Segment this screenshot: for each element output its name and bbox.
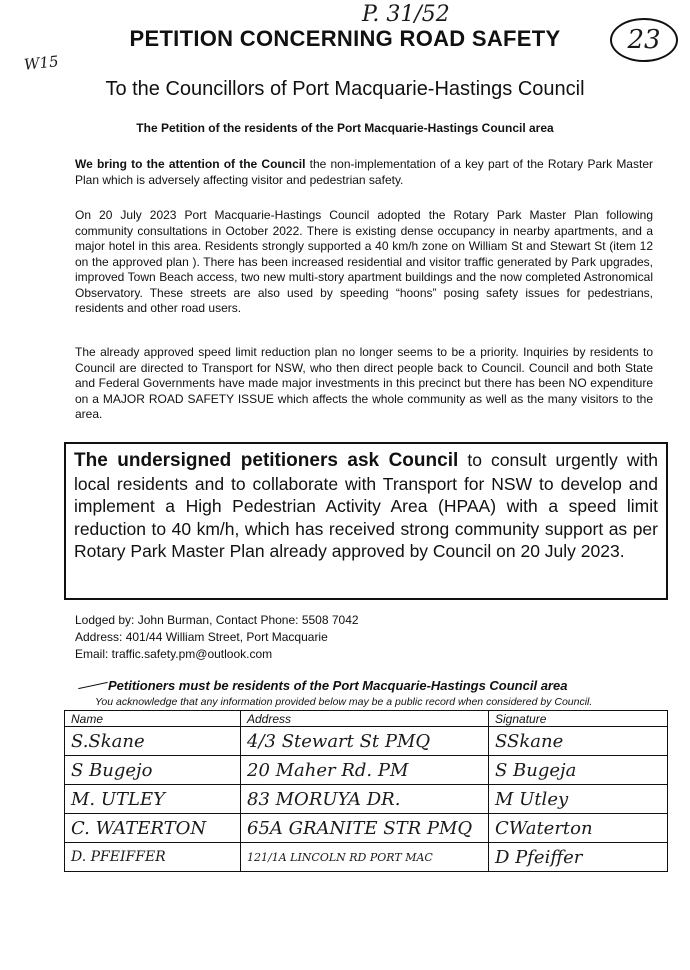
- table-row: [65, 843, 668, 872]
- row-address: 83 MORUYA DR.: [241, 785, 489, 814]
- row-address: 121/1A LINCOLN RD PORT MAC: [241, 843, 489, 872]
- intro-paragraph: [75, 157, 653, 188]
- table-header-row: [65, 711, 668, 727]
- row-name: S.Skane: [65, 727, 241, 756]
- row-name: S Bugejo: [65, 756, 241, 785]
- page-title: PETITION CONCERNING ROAD SAFETY: [129, 26, 561, 51]
- request-text: to consult urgently with local residents and to collaborate with Transport for NSW to develop and implement a High Pedestrian Activity Area (HPAA) with a speed limit reduction to 40 km/h, which has received strong community support as per Rotary Park Master Plan already approved by Council on 20 July 2023.: [74, 450, 658, 561]
- intro-text: the non-implementation of a key part of the Rotary Park Master Plan which is adversely affecting visitor and pedestrian safety.: [75, 157, 653, 187]
- hand-dash: [78, 682, 108, 689]
- petition-request-box: [64, 442, 668, 600]
- lodged-by: Lodged by: John Burman, Contact Phone: 5508 7042: [75, 613, 359, 627]
- table-row: [65, 785, 668, 814]
- row-name: D. PFEIFFER: [65, 843, 241, 872]
- intro-bold: We bring to the attention of the Council: [75, 157, 306, 171]
- acknowledgement-note: You acknowledge that any information provided below may be a public record when considered by Council.: [95, 696, 593, 708]
- residents-note: Petitioners must be residents of the Port Macquarie-Hastings Council area: [108, 678, 568, 693]
- priority-paragraph: The already approved speed limit reduction plan no longer seems to be a priority. Inquiries by residents to Council are directed to Transport for NSW, who then direct people back to Council. Council and both State and Federal Governments have made major investments in this precinct but there has been NO expenditure on a MAJOR ROAD SAFETY ISSUE which affects the whole community as well as the many visitors to the area.: [75, 345, 653, 421]
- request-bold: The undersigned petitioners ask Council: [74, 450, 459, 471]
- lodged-email: Email: traffic.safety.pm@outlook.com: [75, 647, 273, 661]
- row-signature: S Bugeja: [489, 756, 668, 785]
- row-address: 65A GRANITE STR PMQ: [241, 814, 489, 843]
- page-number-note: P. 31/52: [362, 2, 450, 27]
- row-signature: M Utley: [489, 785, 668, 814]
- row-signature: CWaterton: [489, 814, 668, 843]
- page-subtitle: To the Councillors of Port Macquarie-Hastings Council: [105, 78, 585, 100]
- header-signature: Signature: [489, 711, 668, 727]
- row-name: M. UTLEY: [65, 785, 241, 814]
- row-signature: D Pfeiffer: [489, 843, 668, 872]
- background-paragraph: On 20 July 2023 Port Macquarie-Hastings Council adopted the Rotary Park Master Plan following community consultations in October 2022. There is existing dense occupancy in nearby apartments, and a major hotel in this area. Residents strongly supported a 40 km/h zone on William St and Stewart St (item 12 on the approved plan ). There has been increased residential and visitor traffic generated by Park upgrades, improved Town Beach access, two new multi-story apartment buildings and the now completed Astronomical Observatory. These streets are also used by speeding “hoons” posing safety issues for pedestrians, residents and other road users.: [75, 208, 653, 315]
- signature-table: [64, 710, 668, 872]
- row-address: 4/3 Stewart St PMQ: [241, 727, 489, 756]
- table-row: [65, 814, 668, 843]
- margin-note: W15: [23, 52, 60, 74]
- row-name: C. WATERTON: [65, 814, 241, 843]
- page-circle-number: 23: [610, 18, 678, 62]
- row-address: 20 Maher Rd. PM: [241, 756, 489, 785]
- row-signature: SSkane: [489, 727, 668, 756]
- lodged-details: [75, 612, 359, 663]
- petition-of-heading: The Petition of the residents of the Port Macquarie-Hastings Council area: [136, 121, 554, 135]
- header-address: Address: [241, 711, 489, 727]
- lodged-address: Address: 401/44 William Street, Port Macquarie: [75, 630, 328, 644]
- table-row: [65, 727, 668, 756]
- header-name: Name: [65, 711, 241, 727]
- table-row: [65, 756, 668, 785]
